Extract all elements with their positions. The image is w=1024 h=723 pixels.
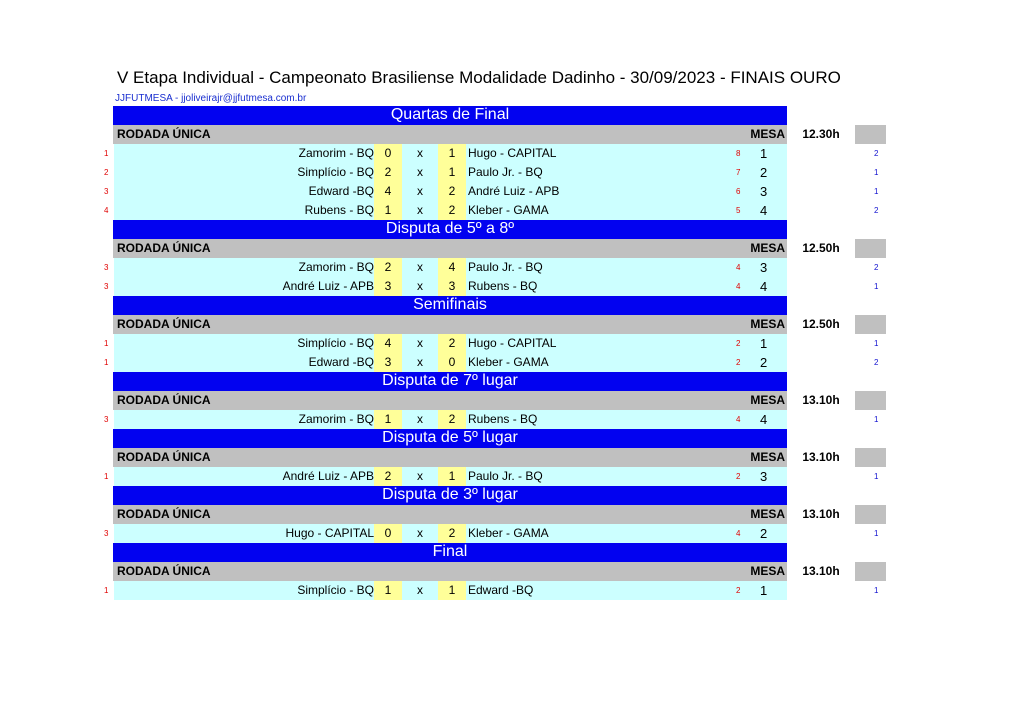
- section-title: Disputa de 5º a 8º: [113, 220, 787, 239]
- away-cell: [466, 277, 787, 296]
- home-player: Zamorim - BQ: [114, 144, 374, 163]
- right-number: 2: [874, 206, 879, 215]
- match-row: [0, 410, 1024, 429]
- away-player: Rubens - BQ: [468, 412, 538, 426]
- right-number: 1: [874, 415, 879, 424]
- table-number: 4: [760, 203, 768, 218]
- versus-mark: x: [402, 201, 438, 220]
- home-player: André Luiz - APB: [114, 277, 374, 296]
- away-player: Paulo Jr. - BQ: [468, 469, 543, 483]
- home-score: 4: [374, 334, 402, 353]
- away-score: 2: [438, 182, 466, 201]
- away-cell: [466, 581, 787, 600]
- match-row: [0, 144, 1024, 163]
- away-player: Kleber - GAMA: [468, 203, 549, 217]
- versus-mark: x: [402, 334, 438, 353]
- table-number: 3: [760, 469, 768, 484]
- away-player: Hugo - CAPITAL: [468, 146, 557, 160]
- session-time: 13.10h: [802, 393, 840, 407]
- away-seed: 4: [736, 529, 741, 538]
- table-column-label: MESA: [750, 241, 785, 255]
- left-seed: 4: [104, 206, 109, 215]
- away-player: André Luiz - APB: [468, 184, 560, 198]
- table-column-label: MESA: [750, 507, 785, 521]
- away-score: 1: [438, 163, 466, 182]
- home-score: 2: [374, 258, 402, 277]
- away-cell: [466, 182, 787, 201]
- round-header: [113, 239, 787, 258]
- home-score: 1: [374, 410, 402, 429]
- away-seed: 7: [736, 168, 741, 177]
- home-score: 1: [374, 201, 402, 220]
- versus-mark: x: [402, 353, 438, 372]
- session-time: 12.50h: [802, 241, 840, 255]
- table-column-label: MESA: [750, 317, 785, 331]
- home-score: 1: [374, 581, 402, 600]
- table-number: 3: [760, 184, 768, 199]
- time-box: [855, 239, 886, 258]
- away-seed: 2: [736, 339, 741, 348]
- table-number: 4: [760, 279, 768, 294]
- round-header: [113, 391, 787, 410]
- round-label: RODADA ÚNICA: [117, 127, 211, 141]
- left-seed: 1: [104, 472, 109, 481]
- round-header: [113, 505, 787, 524]
- away-cell: [466, 410, 787, 429]
- away-score: 4: [438, 258, 466, 277]
- left-seed: 3: [104, 415, 109, 424]
- home-player: Edward -BQ: [114, 353, 374, 372]
- home-player: Simplício - BQ: [114, 334, 374, 353]
- away-seed: 4: [736, 415, 741, 424]
- table-column-label: MESA: [750, 450, 785, 464]
- right-number: 2: [874, 149, 879, 158]
- away-seed: 2: [736, 358, 741, 367]
- section-title: Quartas de Final: [113, 106, 787, 125]
- left-seed: 3: [104, 529, 109, 538]
- table-number: 4: [760, 412, 768, 427]
- home-score: 4: [374, 182, 402, 201]
- table-number: 1: [760, 336, 768, 351]
- time-box: [855, 125, 886, 144]
- time-box: [855, 391, 886, 410]
- away-player: Rubens - BQ: [468, 279, 538, 293]
- page-title: V Etapa Individual - Campeonato Brasiliense Modalidade Dadinho - 30/09/2023 - FINAIS OURO: [117, 68, 841, 87]
- away-seed: 6: [736, 187, 741, 196]
- match-row: [0, 201, 1024, 220]
- away-player: Paulo Jr. - BQ: [468, 165, 543, 179]
- away-score: 2: [438, 201, 466, 220]
- away-score: 2: [438, 410, 466, 429]
- table-column-label: MESA: [750, 127, 785, 141]
- match-row: [0, 258, 1024, 277]
- round-label: RODADA ÚNICA: [117, 564, 211, 578]
- table-number: 1: [760, 583, 768, 598]
- left-seed: 1: [104, 149, 109, 158]
- right-number: 2: [874, 263, 879, 272]
- versus-mark: x: [402, 182, 438, 201]
- round-label: RODADA ÚNICA: [117, 393, 211, 407]
- away-cell: [466, 467, 787, 486]
- right-number: 1: [874, 472, 879, 481]
- away-score: 1: [438, 467, 466, 486]
- home-score: 3: [374, 353, 402, 372]
- section-title: Final: [113, 543, 787, 562]
- match-row: [0, 581, 1024, 600]
- versus-mark: x: [402, 144, 438, 163]
- home-player: André Luiz - APB: [114, 467, 374, 486]
- round-label: RODADA ÚNICA: [117, 450, 211, 464]
- versus-mark: x: [402, 581, 438, 600]
- right-number: 1: [874, 282, 879, 291]
- session-time: 13.10h: [802, 450, 840, 464]
- away-score: 1: [438, 144, 466, 163]
- table-number: 2: [760, 355, 768, 370]
- left-seed: 3: [104, 263, 109, 272]
- left-seed: 3: [104, 282, 109, 291]
- right-number: 1: [874, 187, 879, 196]
- section-title: Disputa de 5º lugar: [113, 429, 787, 448]
- away-seed: 4: [736, 282, 741, 291]
- time-box: [855, 315, 886, 334]
- match-row: [0, 334, 1024, 353]
- round-header: [113, 125, 787, 144]
- away-seed: 8: [736, 149, 741, 158]
- match-row: [0, 467, 1024, 486]
- home-player: Rubens - BQ: [114, 201, 374, 220]
- away-player: Hugo - CAPITAL: [468, 336, 557, 350]
- right-number: 1: [874, 339, 879, 348]
- away-score: 2: [438, 334, 466, 353]
- away-player: Kleber - GAMA: [468, 355, 549, 369]
- session-time: 12.50h: [802, 317, 840, 331]
- section-title: Disputa de 3º lugar: [113, 486, 787, 505]
- round-label: RODADA ÚNICA: [117, 241, 211, 255]
- home-player: Edward -BQ: [114, 182, 374, 201]
- home-player: Zamorim - BQ: [114, 410, 374, 429]
- right-number: 1: [874, 168, 879, 177]
- table-number: 1: [760, 146, 768, 161]
- away-cell: [466, 334, 787, 353]
- table-column-label: MESA: [750, 393, 785, 407]
- session-time: 13.10h: [802, 507, 840, 521]
- round-label: RODADA ÚNICA: [117, 317, 211, 331]
- away-score: 0: [438, 353, 466, 372]
- away-seed: 2: [736, 586, 741, 595]
- home-player: Simplício - BQ: [114, 581, 374, 600]
- table-number: 2: [760, 526, 768, 541]
- versus-mark: x: [402, 524, 438, 543]
- time-box: [855, 505, 886, 524]
- away-seed: 2: [736, 472, 741, 481]
- left-seed: 1: [104, 358, 109, 367]
- home-player: Hugo - CAPITAL: [114, 524, 374, 543]
- home-score: 0: [374, 524, 402, 543]
- match-row: [0, 182, 1024, 201]
- left-seed: 1: [104, 586, 109, 595]
- home-player: Simplício - BQ: [114, 163, 374, 182]
- time-box: [855, 562, 886, 581]
- match-row: [0, 353, 1024, 372]
- versus-mark: x: [402, 258, 438, 277]
- versus-mark: x: [402, 410, 438, 429]
- session-time: 12.30h: [802, 127, 840, 141]
- round-header: [113, 448, 787, 467]
- table-number: 2: [760, 165, 768, 180]
- match-row: [0, 163, 1024, 182]
- table-number: 3: [760, 260, 768, 275]
- versus-mark: x: [402, 277, 438, 296]
- round-header: [113, 315, 787, 334]
- left-seed: 1: [104, 339, 109, 348]
- left-seed: 3: [104, 187, 109, 196]
- section-title: Semifinais: [113, 296, 787, 315]
- versus-mark: x: [402, 163, 438, 182]
- away-score: 2: [438, 524, 466, 543]
- session-time: 13.10h: [802, 564, 840, 578]
- match-row: [0, 277, 1024, 296]
- home-score: 2: [374, 467, 402, 486]
- away-score: 3: [438, 277, 466, 296]
- away-cell: [466, 201, 787, 220]
- away-cell: [466, 144, 787, 163]
- round-header: [113, 562, 787, 581]
- away-cell: [466, 163, 787, 182]
- time-box: [855, 448, 886, 467]
- home-score: 0: [374, 144, 402, 163]
- away-player: Edward -BQ: [468, 583, 534, 597]
- left-seed: 2: [104, 168, 109, 177]
- table-column-label: MESA: [750, 564, 785, 578]
- away-score: 1: [438, 581, 466, 600]
- away-player: Kleber - GAMA: [468, 526, 549, 540]
- credit-line: JJFUTMESA - jjoliveirajr@jjfutmesa.com.br: [115, 93, 307, 104]
- away-cell: [466, 258, 787, 277]
- right-number: 1: [874, 529, 879, 538]
- home-player: Zamorim - BQ: [114, 258, 374, 277]
- away-seed: 5: [736, 206, 741, 215]
- match-row: [0, 524, 1024, 543]
- away-seed: 4: [736, 263, 741, 272]
- away-cell: [466, 524, 787, 543]
- right-number: 1: [874, 586, 879, 595]
- away-player: Paulo Jr. - BQ: [468, 260, 543, 274]
- away-cell: [466, 353, 787, 372]
- round-label: RODADA ÚNICA: [117, 507, 211, 521]
- right-number: 2: [874, 358, 879, 367]
- home-score: 3: [374, 277, 402, 296]
- section-title: Disputa de 7º lugar: [113, 372, 787, 391]
- versus-mark: x: [402, 467, 438, 486]
- home-score: 2: [374, 163, 402, 182]
